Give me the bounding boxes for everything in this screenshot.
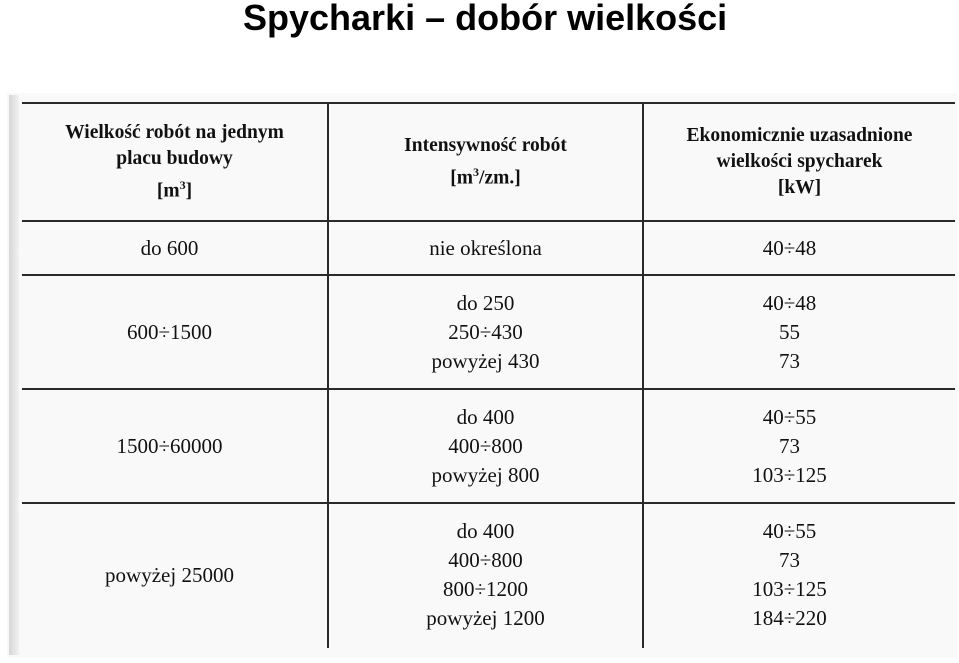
- row3-size: [22, 390, 327, 502]
- header-work-size-unit: $[m^3]$: [156, 177, 193, 202]
- row4-intensity: [329, 504, 642, 646]
- row4-size: [22, 504, 327, 646]
- row4-power-value-4: 184÷220: [752, 606, 827, 630]
- row3-intensity-value-2: 400÷800: [448, 433, 523, 458]
- row4-intensity-value-2: 400÷800: [448, 548, 523, 572]
- bulldozer-selection-table: [22, 102, 955, 648]
- header-bulldozer-power-unit: [kW]: [777, 177, 822, 198]
- header-bulldozer-power: [644, 104, 955, 220]
- page-title: Spycharki – dobór wielkości: [243, 0, 728, 38]
- row1-size: [22, 222, 327, 274]
- header-work-intensity-unit: $[m^3/zm.]$: [450, 164, 521, 189]
- row4-intensity-value-4: powyżej 1200: [426, 606, 545, 630]
- row2-size-value: 600÷1500: [126, 319, 213, 344]
- row2-power: [644, 276, 955, 388]
- row3-intensity: [329, 390, 642, 502]
- row3-power: [644, 390, 955, 502]
- row4-power: [644, 504, 955, 646]
- header-work-size-line2: placu budowy: [116, 147, 233, 169]
- row2-intensity-value-3: powyżej 430: [431, 348, 540, 373]
- header-work-intensity-line1: Intensywność robót: [404, 134, 567, 156]
- row2-intensity-value-2: 250÷430: [448, 319, 523, 344]
- header-bulldozer-power-line2: wielkości spycharek: [716, 151, 883, 172]
- row3-intensity-value-3: powyżej 800: [431, 462, 540, 487]
- row3-power-value-3: 103÷125: [752, 462, 827, 487]
- row1-power-value: 40÷48: [762, 235, 817, 260]
- row1-power: [644, 222, 955, 274]
- header-work-size-line1: Wielkość robót na jednym: [65, 121, 284, 143]
- row1-intensity-value: nie określona: [429, 235, 542, 260]
- row1-intensity: [329, 222, 642, 274]
- row3-power-value-1: 40÷55: [762, 404, 817, 429]
- row2-intensity: [329, 276, 642, 388]
- row2-intensity-value-1: do 250: [456, 290, 515, 315]
- scan-page-edge: [9, 95, 19, 655]
- row2-power-value-1: 40÷48: [762, 290, 817, 315]
- row4-size-value: powyżej 25000: [105, 562, 234, 587]
- row1-size-value: do 600: [140, 235, 199, 260]
- row4-intensity-value-3: 800÷1200: [442, 577, 529, 601]
- row4-power-value-1: 40÷55: [762, 519, 817, 543]
- row4-power-value-3: 103÷125: [752, 577, 827, 601]
- row2-power-value-3: 73: [779, 348, 800, 373]
- header-work-intensity: [329, 104, 642, 220]
- row4-intensity-value-1: do 400: [456, 519, 515, 543]
- row3-power-value-2: 73: [779, 433, 800, 458]
- row3-size-value: 1500÷60000: [116, 433, 223, 458]
- row3-intensity-value-1: do 400: [456, 404, 515, 429]
- row4-power-value-2: 73: [779, 548, 800, 572]
- header-bulldozer-power-line1: Ekonomicznie uzasadnione: [686, 125, 913, 146]
- header-work-size: [22, 104, 327, 220]
- row2-size: [22, 276, 327, 388]
- row2-power-value-2: 55: [779, 319, 800, 344]
